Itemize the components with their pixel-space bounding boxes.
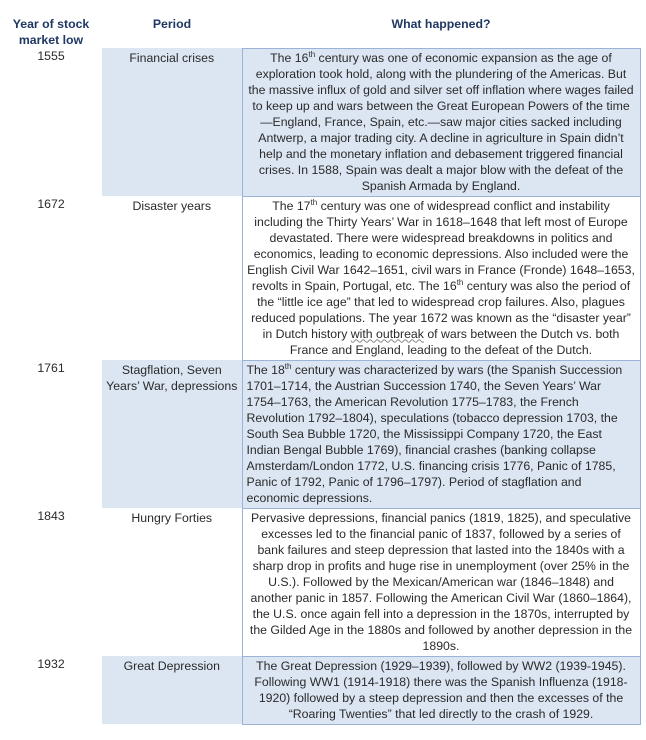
table-row [0,360,640,508]
description-text: The 18 [246,362,285,377]
header-row [0,14,640,48]
table-row [0,48,640,196]
what-header: What happened? [391,17,491,31]
description-text: Pervasive depressions, financial panics (1819, 1825), and speculative excesses led to the financial panic of 1837, followed by a series of bank failures and steep depression that lasted into the 1840s with a sharp drop in profits and huge rise in unemployment (over 25% in the U.S.). Followed by the Mexican/American war (1846–1848) and another panic in 1857. Following the American Civil War (1860–1864), the U.S. once again fell into a depression in the 1870s, interrupted by the Gilded Age in the 1880s and followed by another depression in the 1890s. [249,510,633,653]
description-text: of wars between the Dutch vs. both France and England, leading to the defeat of the Dutch. [289,326,620,357]
ordinal-suffix: th [284,361,292,371]
year-cell: 1932 [37,657,65,671]
description-text: century was characterized by wars (the Spanish Succession 1701–1714, the Austrian Succession 1740, the Seven Years’ War 1754–1763, the American Revolution 1775–1783, the French Revolution 1792–1804), speculations (tobacco depression 1703, the South Sea Bubble 1720, the Mississippi Company 1720, the East Indian Bengal Bubble 1769), financial crashes (banking collapse Amsterdam/London 1772, U.S. financing crisis 1776, Panic of 1785, Panic of 1792, Panic of 1796–1797). Period of stagflation and economic depressions. [246,362,623,505]
description-cell [242,196,640,360]
period-cell: Financial crises [102,48,242,196]
table-row [0,196,640,360]
history-table [0,14,641,725]
description-text: The 16 [270,50,309,65]
period-cell: Disaster years [102,196,242,360]
description-text: The Great Depression (1929–1939), followed by WW2 (1939-1945). Following WW1 (1914-1918) there was the Spanish Influenza (1918-1920) followed by a steep depression and then the excesses of the “Roaring Twenties” that led directly to the crash of 1929. [254,658,628,721]
description-text: century was one of widespread conflict and instability including the Thirty Years’ War in 1618–1648 that left most of Europe devastated. There were widespread breakdowns in politics and economics, leading to economic depressions. Also included were the English Civil War 1642–1651, civil wars in France (Fronde) 1648–1653, revolts in Spain, Portugal, etc. The 16 [247,198,635,293]
year-cell: 1843 [37,509,65,523]
period-header: Period [152,17,192,31]
description-cell [242,48,640,196]
description-cell [242,508,640,656]
ordinal-suffix: th [308,49,316,59]
period-cell: Hungry Forties [102,508,242,656]
description-text: century was also the period of the “little ice age” that led to widespread crop failures. Also, plagues reduced populations. The year 1672 was known as the “disaster year” in Dutch history [251,278,631,341]
table-row [0,508,640,656]
grammar-flagged-text: with outbreak [350,326,424,341]
description-text: The 17 [272,198,311,213]
period-cell: Stagflation, Seven Years’ War, depressions [102,360,242,508]
year-header: Year of stock market low [12,17,90,47]
table-row [0,656,640,724]
year-cell: 1555 [37,49,65,63]
description-cell [242,360,640,508]
ordinal-suffix: th [310,197,318,207]
year-cell: 1761 [37,361,65,375]
ordinal-suffix: th [456,277,464,287]
description-text: century was one of economic expansion as the age of exploration took hold, along with the plundering of the Americas. But the massive influx of gold and silver set off inflation where wages failed to keep up and wars between the Great European Powers of the time—England, France, Spain, etc.—saw major cities sacked including Antwerp, a major trading city. A decline in agriculture in Spain didn’t help and the monetary inflation and debasement triggered financial crises. In 1588, Spain was dealt a major blow with the defeat of the Spanish Armada by England. [248,50,634,193]
year-cell: 1672 [37,197,65,211]
description-cell [242,656,640,724]
period-cell: Great Depression [102,656,242,724]
